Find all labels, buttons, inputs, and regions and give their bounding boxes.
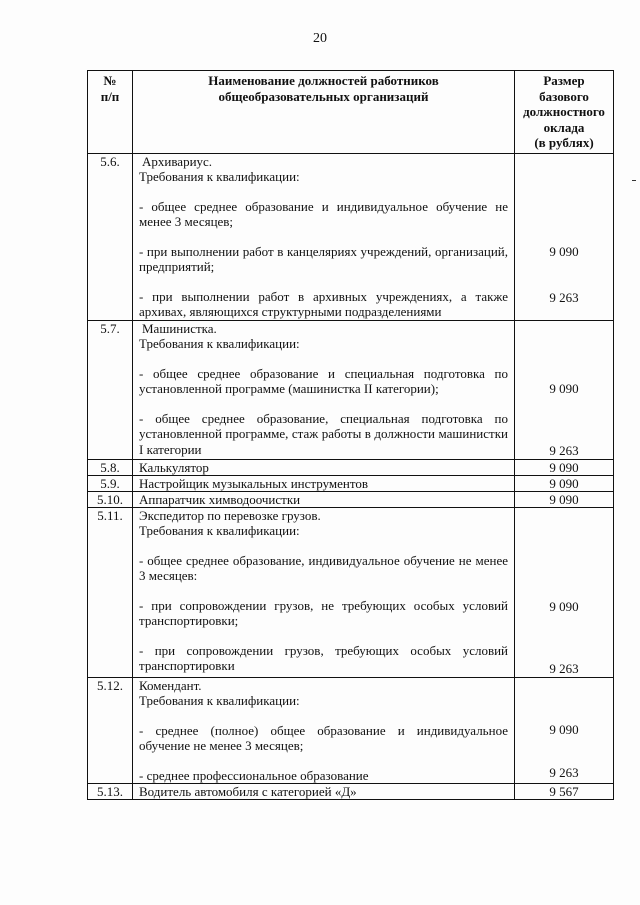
row-salary: 9 090 <box>515 491 614 507</box>
header-name: Наименование должностей работников общеобразовательных организаций <box>133 71 515 154</box>
table-row <box>88 677 614 784</box>
row-description: Водитель автомобиля с категорией «Д» <box>133 784 515 800</box>
row-number: 5.11. <box>88 507 133 677</box>
row-number: 5.8. <box>88 459 133 475</box>
table-row <box>88 507 614 677</box>
scan-mark <box>632 180 636 181</box>
header-salary: Размер базового должностного оклада (в рублях) <box>515 71 614 154</box>
row-description: Архивариус. Требования к квалификации: - общее среднее образование и индивидуальное обучение не менее 3 месяцев; - при выполнении работ в канцеляриях учреждений, организаций, предприятий; - при выполнении работ в архивных учреждениях, а также архивах, являющихся структурными подразделениями <box>133 153 515 320</box>
row-salary: 9 090 <box>515 459 614 475</box>
row-description: Комендант. Требования к квалификации: - среднее (полное) общее образование и индивидуальное обучение не менее 3 месяцев; - среднее профессиональное образование <box>133 677 515 784</box>
row-description: Экспедитор по перевозке грузов. Требования к квалификации: - общее среднее образование, индивидуальное обучение не менее 3 месяцев: - при сопровождении грузов, не требующих особых условий транспортировки; - при сопровождении грузов, требующих особых условий транспортировки <box>133 507 515 677</box>
row-description: Машинистка. Требования к квалификации: - общее среднее образование и специальная подготовка по установленной программе (машинистка II категории); - общее среднее образование, специальная подготовка по установленной программе, стаж работы в должности машинистки I категории <box>133 320 515 459</box>
row-number: 5.13. <box>88 784 133 800</box>
row-description: Калькулятор <box>133 459 515 475</box>
table-row <box>88 320 614 459</box>
table-row <box>88 475 614 491</box>
header-num: № п/п <box>88 71 133 154</box>
row-number: 5.6. <box>88 153 133 320</box>
table-row <box>88 153 614 320</box>
row-number: 5.12. <box>88 677 133 784</box>
row-description: Настройщик музыкальных инструментов <box>133 475 515 491</box>
row-number: 5.7. <box>88 320 133 459</box>
row-salary: 9 090 9 263 <box>515 320 614 459</box>
row-salary: 9 090 <box>515 475 614 491</box>
table-row <box>88 491 614 507</box>
table-row <box>88 784 614 800</box>
row-salary: 9 567 <box>515 784 614 800</box>
page-number: 20 <box>313 31 327 46</box>
row-salary: 9 090 9 263 <box>515 507 614 677</box>
row-description: Аппаратчик химводоочистки <box>133 491 515 507</box>
row-number: 5.10. <box>88 491 133 507</box>
table-header-row <box>88 71 614 154</box>
row-salary: 9 090 9 263 <box>515 677 614 784</box>
table-row <box>88 459 614 475</box>
row-salary: 9 090 9 263 <box>515 153 614 320</box>
row-number: 5.9. <box>88 475 133 491</box>
salary-table <box>87 70 614 800</box>
